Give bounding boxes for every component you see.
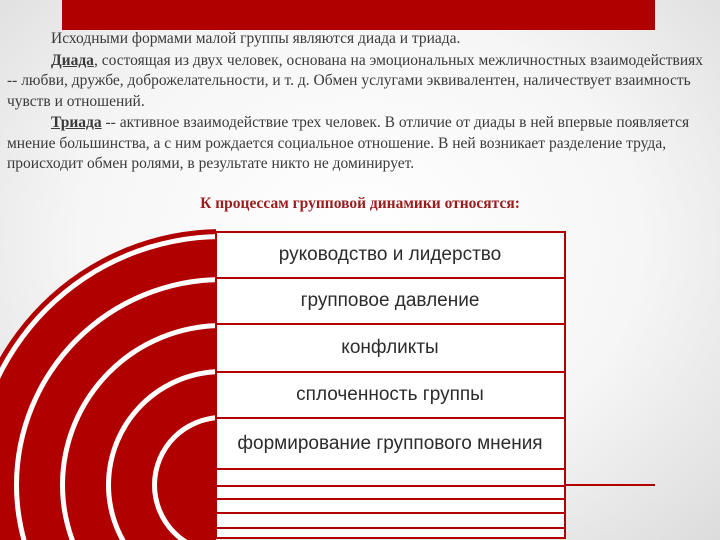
processes-heading: К процессам групповой динамики относятся: xyxy=(200,195,520,212)
blank-box-5 xyxy=(216,528,565,538)
process-label-1: руководство и лидерство xyxy=(278,244,502,265)
process-label-2: групповое давление xyxy=(300,290,480,311)
blank-box-2 xyxy=(216,486,565,499)
intro-text: Исходными формами малой группы являются диада и триада. xyxy=(51,30,461,47)
diad-term: Диада xyxy=(51,51,94,69)
triad-term: Триада xyxy=(51,114,102,131)
triad-text: -- активное взаимодействие трех человек. В отличие от диады в ней впервые появляется мнение большинства, а с ним рождается социальное отношение. В ней возникает разделение труда, происходит обмен ролями, в результате никто не доминирует. xyxy=(7,114,690,172)
process-label-5: формирование группового мнения xyxy=(237,433,543,454)
blank-box-1 xyxy=(216,469,565,486)
blank-box-3 xyxy=(216,499,565,513)
process-label-3: конфликты xyxy=(341,337,439,358)
diad-text: , состоящая из двух человек, основана на эмоциональных межличностных взаимодействиях -- любви, дружбе, доброжелательности, и т. д. Обмен услугами эквивалентен, наличествует взаимность чувств и отношений. xyxy=(7,51,704,110)
process-label-4: сплоченность группы xyxy=(296,384,484,405)
blank-box-4 xyxy=(216,513,565,528)
